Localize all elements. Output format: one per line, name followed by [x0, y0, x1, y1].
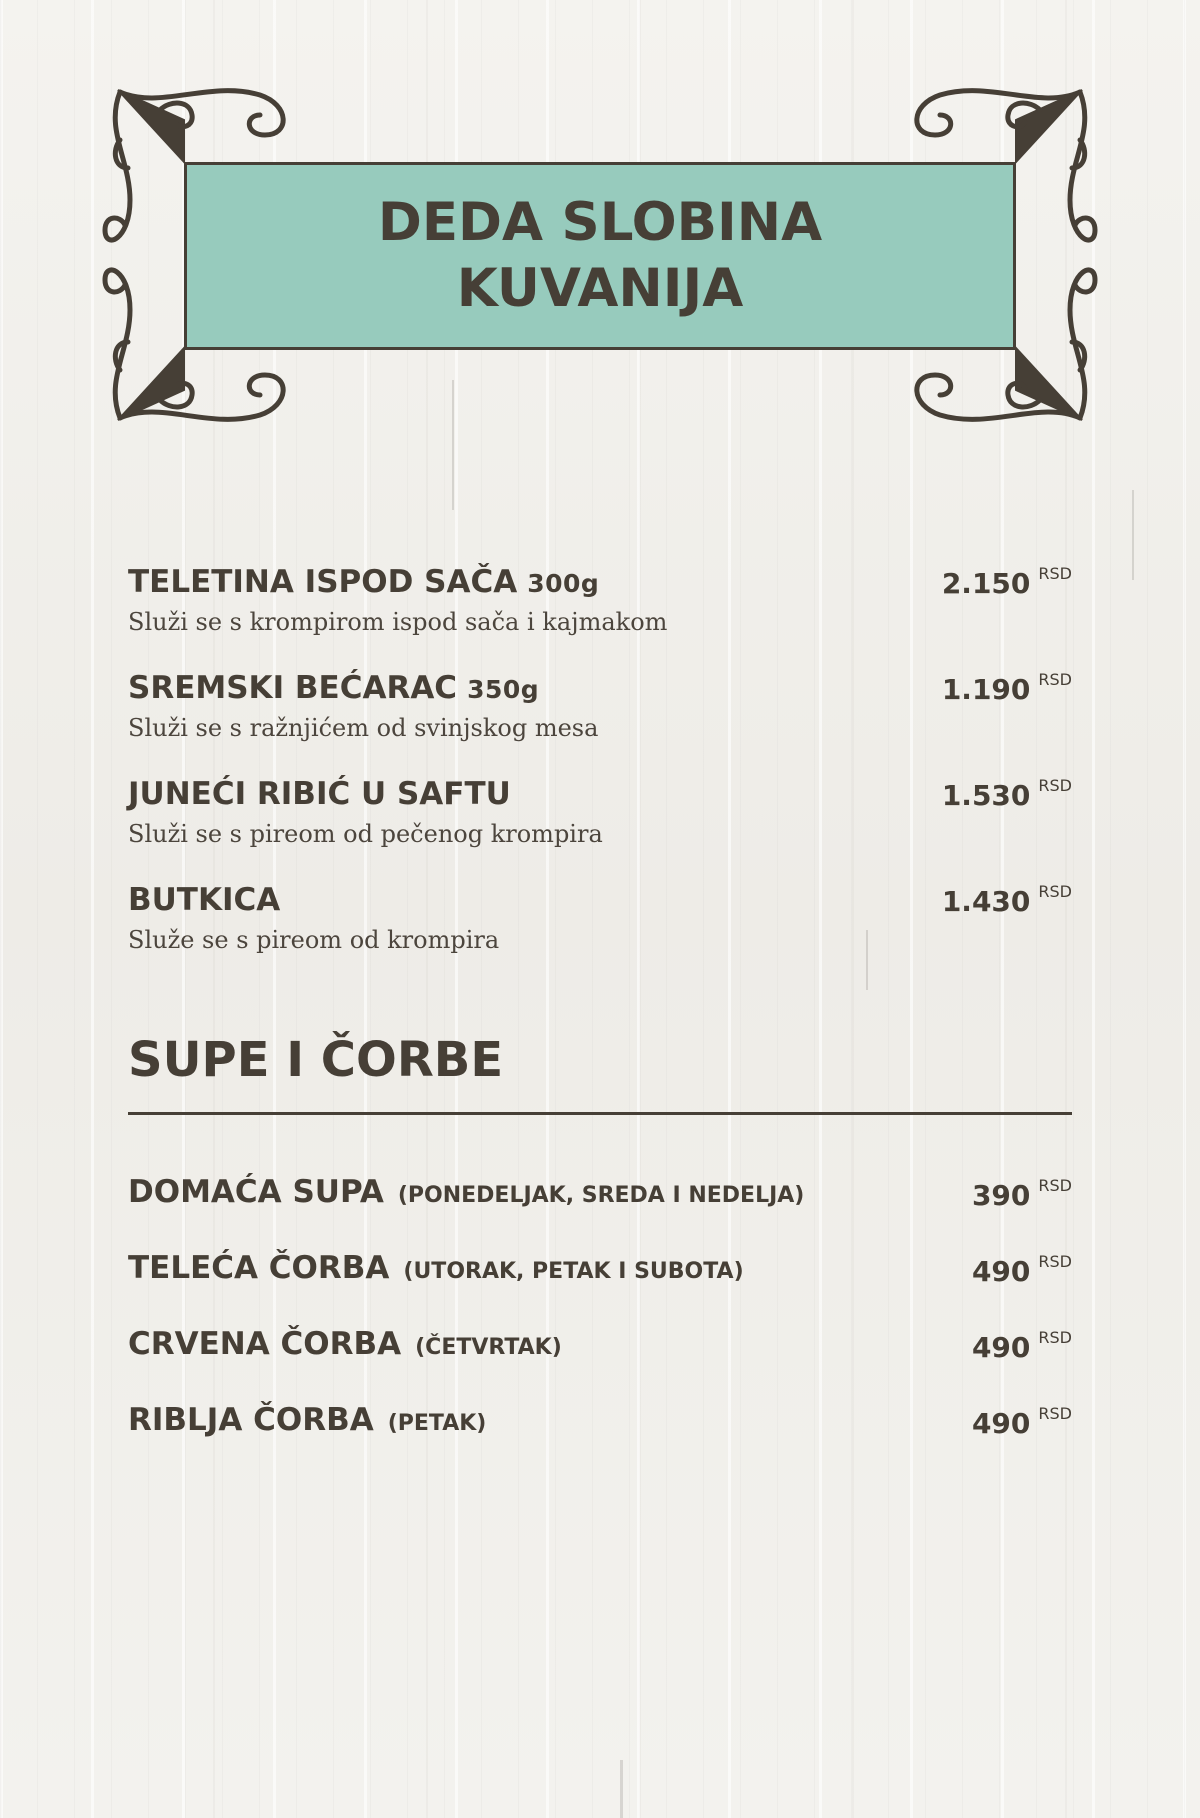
price-value: 1.530 — [941, 779, 1031, 812]
item-description: Služi se s ražnjićem od svinjskog mesa — [128, 714, 599, 742]
price-value: 490 — [971, 1407, 1031, 1440]
item-name: TELETINA ISPOD SAČA — [128, 564, 518, 600]
price-value: 1.190 — [941, 673, 1031, 706]
main-dishes-list — [128, 556, 1072, 980]
price-currency: RSD — [1038, 882, 1072, 901]
price-currency: RSD — [1038, 564, 1072, 583]
soup-days: (UTORAK, PETAK I SUBOTA) — [403, 1259, 744, 1284]
price-value: 490 — [971, 1331, 1031, 1364]
price-currency: RSD — [1038, 776, 1072, 795]
item-weight: 300g — [527, 569, 600, 598]
item-price — [942, 670, 1072, 706]
soup-item — [128, 1320, 1072, 1396]
price-currency: RSD — [1038, 670, 1072, 689]
soup-days: (PONEDELJAK, SREDA I NEDELJA) — [397, 1183, 805, 1208]
page-title-line-1: DEDA SLOBINA — [377, 192, 823, 253]
price-value: 390 — [971, 1179, 1031, 1212]
item-name: JUNEĆI RIBIĆ U SAFTU — [128, 776, 511, 812]
soups-list — [128, 1168, 1072, 1472]
title-banner — [184, 162, 1016, 350]
item-weight: 350g — [467, 675, 540, 704]
soup-price — [972, 1404, 1072, 1440]
menu-item — [128, 874, 1072, 980]
menu-item — [128, 662, 1072, 768]
soup-item — [128, 1168, 1072, 1244]
price-currency: RSD — [1038, 1328, 1072, 1347]
soup-price — [972, 1176, 1072, 1212]
header-banner — [100, 80, 1100, 430]
menu-item — [128, 768, 1072, 874]
item-price — [942, 564, 1072, 600]
soup-name: DOMAĆA SUPA — [128, 1174, 384, 1210]
price-currency: RSD — [1038, 1252, 1072, 1271]
soup-item — [128, 1244, 1072, 1320]
wood-texture-crack — [620, 1760, 623, 1818]
price-currency: RSD — [1038, 1404, 1072, 1423]
price-value: 1.430 — [941, 885, 1031, 918]
page-title-line-2: KUVANIJA — [456, 258, 744, 319]
price-value: 2.150 — [941, 567, 1031, 600]
soup-days: (ČETVRTAK) — [415, 1335, 562, 1360]
soup-name: TELEĆA ČORBA — [128, 1250, 390, 1286]
soup-price — [972, 1252, 1072, 1288]
soup-price — [972, 1328, 1072, 1364]
wood-texture-crack — [1132, 490, 1134, 580]
soup-item — [128, 1396, 1072, 1472]
price-value: 490 — [971, 1255, 1031, 1288]
soup-days: (PETAK) — [387, 1411, 487, 1436]
menu-item — [128, 556, 1072, 662]
price-currency: RSD — [1038, 1176, 1072, 1195]
item-description: Služe se s pireom od krompira — [128, 926, 500, 954]
soup-name: CRVENA ČORBA — [128, 1326, 402, 1362]
item-name: SREMSKI BEĆARAC — [128, 670, 458, 706]
section-title-soups: SUPE I ČORBE — [128, 1032, 504, 1088]
item-description: Služi se s krompirom ispod sača i kajmakom — [128, 608, 668, 636]
item-description: Služi se s pireom od pečenog krompira — [128, 820, 603, 848]
section-divider — [128, 1112, 1072, 1115]
item-name: BUTKICA — [128, 882, 281, 918]
item-price — [942, 776, 1072, 812]
soup-name: RIBLJA ČORBA — [128, 1402, 374, 1438]
item-price — [942, 882, 1072, 918]
